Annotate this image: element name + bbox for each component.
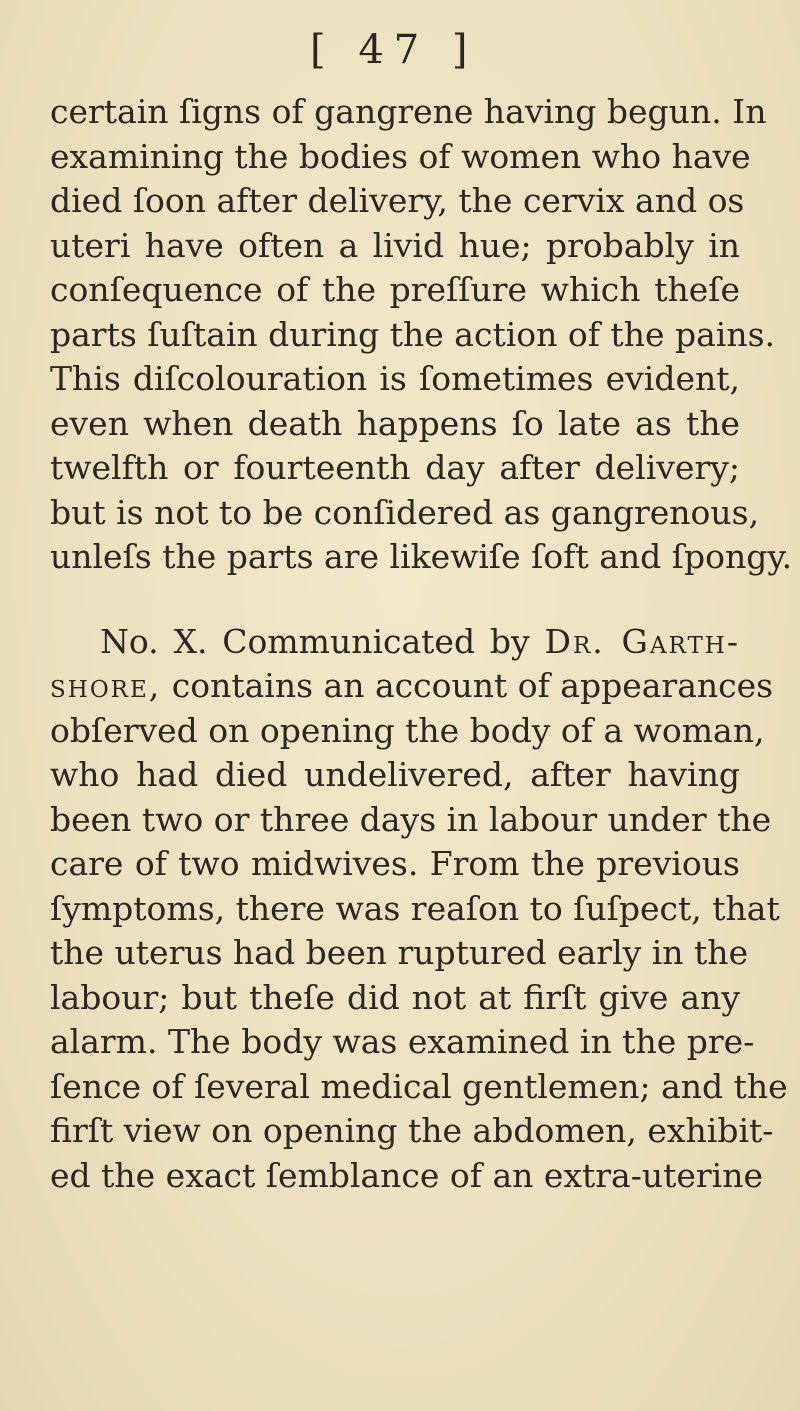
text-line: examining the bodies of women who have xyxy=(50,136,751,176)
text-line: the uterus had been ruptured early in the xyxy=(50,933,749,972)
text-line: ſymptoms, there was reaſon to ſuſpect, that xyxy=(50,888,780,928)
paragraph-gap xyxy=(50,580,740,620)
text-line: ſence of ſeveral medical gentlemen; and the xyxy=(50,1066,788,1106)
text-line: care of two midwives. From the previous xyxy=(50,844,740,883)
case-heading: No. X. Communicated by xyxy=(100,621,545,661)
text-line: uteri have often a livid hue; probably in xyxy=(50,225,740,265)
text-line: who had died undelivered, after having xyxy=(50,755,740,794)
paragraph-gangrene xyxy=(50,90,793,580)
author-name: Dr. Garth- xyxy=(544,621,740,661)
text-line: ed the exact ſemblance of an extra-uterine xyxy=(50,1155,764,1195)
text-line: firſt view on opening the abdomen, exhibit- xyxy=(50,1111,774,1150)
author-name-continued: shore, xyxy=(50,666,162,705)
text-line: alarm. The body was examined in the pre- xyxy=(50,1022,755,1061)
text-line: been two or three days in labour under the xyxy=(50,799,772,839)
text-line: died ſoon after delivery, the cervix and os xyxy=(50,181,745,220)
text-line: certain ſigns of gangrene having begun. In xyxy=(50,92,767,131)
text-line: conſequence of the preſſure which theſe xyxy=(50,270,740,309)
paragraph-no-x xyxy=(50,620,788,1199)
text-line: obſerved on opening the body of a woman, xyxy=(50,710,765,750)
text-line: twelfth or fourteenth day after delivery; xyxy=(50,448,740,487)
text-line: labour; but theſe did not at firſt give any xyxy=(50,977,740,1017)
text-line: This diſcolouration is ſometimes evident, xyxy=(50,359,740,398)
text-line: unleſs the parts are likewiſe ſoft and ſpongy. xyxy=(50,537,793,576)
page-number: [ 47 ] xyxy=(310,27,478,73)
text-line xyxy=(50,664,774,709)
text-line: but is not to be conſidered as gangrenous, xyxy=(50,492,760,532)
text-line: even when death happens ſo late as the xyxy=(50,403,740,443)
text-line: parts ſuſtain during the action of the pains. xyxy=(50,314,776,354)
text-block xyxy=(50,90,793,1198)
text-line xyxy=(50,620,740,665)
text-fragment: contains an account of appearances xyxy=(161,666,774,705)
